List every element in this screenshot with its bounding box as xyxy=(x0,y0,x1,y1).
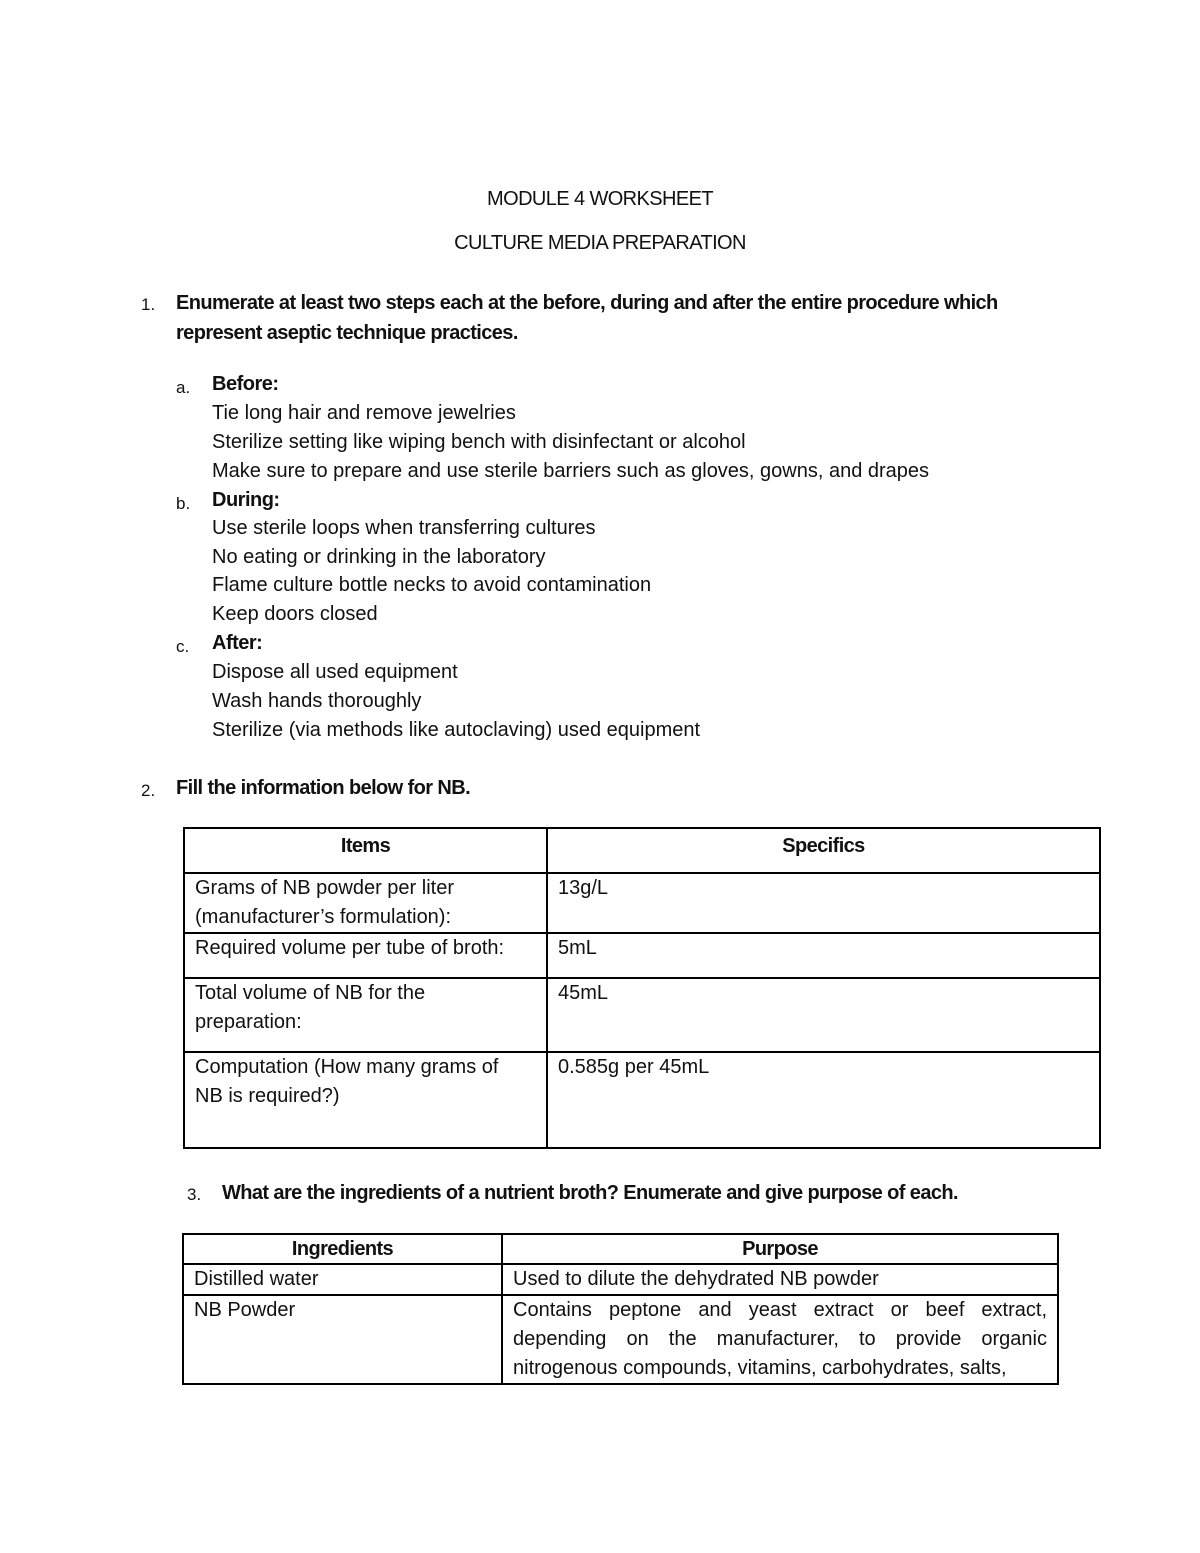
during-item-2: No eating or drinking in the laboratory xyxy=(212,546,546,568)
item-line: Grams of NB powder per liter xyxy=(195,877,454,899)
during-item-4: Keep doors closed xyxy=(212,603,378,625)
value-cell: 0.585g per 45mL xyxy=(547,1052,1100,1148)
item-line: Total volume of NB for the xyxy=(195,982,426,1004)
section-a-heading: Before: xyxy=(212,373,279,395)
item-cell xyxy=(184,873,547,933)
ingredient-cell: Distilled water xyxy=(183,1264,502,1295)
question-1-number: 1. xyxy=(141,295,156,314)
table-header-row xyxy=(184,828,1100,873)
item-line: Required volume per tube of broth: xyxy=(195,937,505,959)
item-line: (manufacturer’s formulation): xyxy=(195,906,452,928)
question-2-number: 2. xyxy=(141,781,156,800)
question-3-text: What are the ingredients of a nutrient broth? Enumerate and give purpose of each. xyxy=(222,1182,958,1204)
specifics-header: Specifics xyxy=(547,828,1100,873)
during-item-3: Flame culture bottle necks to avoid contamination xyxy=(212,574,652,596)
after-item-2: Wash hands thoroughly xyxy=(212,690,422,712)
ingredients-table xyxy=(182,1233,1059,1385)
before-item-1: Tie long hair and remove jewelries xyxy=(212,402,516,424)
item-cell xyxy=(184,978,547,1052)
items-header: Items xyxy=(184,828,547,873)
page-title: MODULE 4 WORKSHEET xyxy=(487,188,713,210)
section-a-letter: a. xyxy=(176,378,191,397)
section-c-heading: After: xyxy=(212,632,263,654)
question-1-line-1: Enumerate at least two steps each at the before, during and after the entire procedure which xyxy=(176,292,998,314)
value-cell: 45mL xyxy=(547,978,1100,1052)
table-row xyxy=(184,873,1100,933)
item-line: NB is required?) xyxy=(195,1085,340,1107)
ingredients-header: Ingredients xyxy=(183,1234,502,1264)
question-3-number: 3. xyxy=(187,1185,202,1204)
during-item-1: Use sterile loops when transferring cultures xyxy=(212,517,596,539)
nb-info-table xyxy=(183,827,1101,1149)
before-item-3: Make sure to prepare and use sterile barriers such as gloves, gowns, and drapes xyxy=(212,460,930,482)
item-line: Computation (How many grams of xyxy=(195,1056,499,1078)
purpose-cell: Contains peptone and yeast extract or beef extract, depending on the manufacturer, to provide organic nitrogenous compounds, vitamins, carbohydrates, salts, xyxy=(502,1295,1058,1384)
item-line: preparation: xyxy=(195,1011,302,1033)
after-item-1: Dispose all used equipment xyxy=(212,661,458,683)
table-row xyxy=(184,1052,1100,1148)
value-cell: 13g/L xyxy=(547,873,1100,933)
before-item-2: Sterilize setting like wiping bench with disinfectant or alcohol xyxy=(212,431,746,453)
section-b-letter: b. xyxy=(176,494,191,513)
page-subtitle: CULTURE MEDIA PREPARATION xyxy=(454,232,746,254)
item-cell xyxy=(184,933,547,978)
table-row xyxy=(184,978,1100,1052)
value-cell: 5mL xyxy=(547,933,1100,978)
question-1-text xyxy=(176,288,998,348)
question-1-line-2: represent aseptic technique practices. xyxy=(176,322,518,344)
table-row xyxy=(183,1264,1058,1295)
section-b-heading: During: xyxy=(212,489,280,511)
table-row xyxy=(183,1295,1058,1384)
question-2-text: Fill the information below for NB. xyxy=(176,777,471,799)
purpose-header: Purpose xyxy=(502,1234,1058,1264)
ingredient-cell: NB Powder xyxy=(183,1295,502,1384)
after-item-3: Sterilize (via methods like autoclaving) used equipment xyxy=(212,719,701,741)
section-c-letter: c. xyxy=(176,637,190,656)
item-cell xyxy=(184,1052,547,1148)
purpose-cell: Used to dilute the dehydrated NB powder xyxy=(502,1264,1058,1295)
table-row xyxy=(184,933,1100,978)
table-header-row xyxy=(183,1234,1058,1264)
